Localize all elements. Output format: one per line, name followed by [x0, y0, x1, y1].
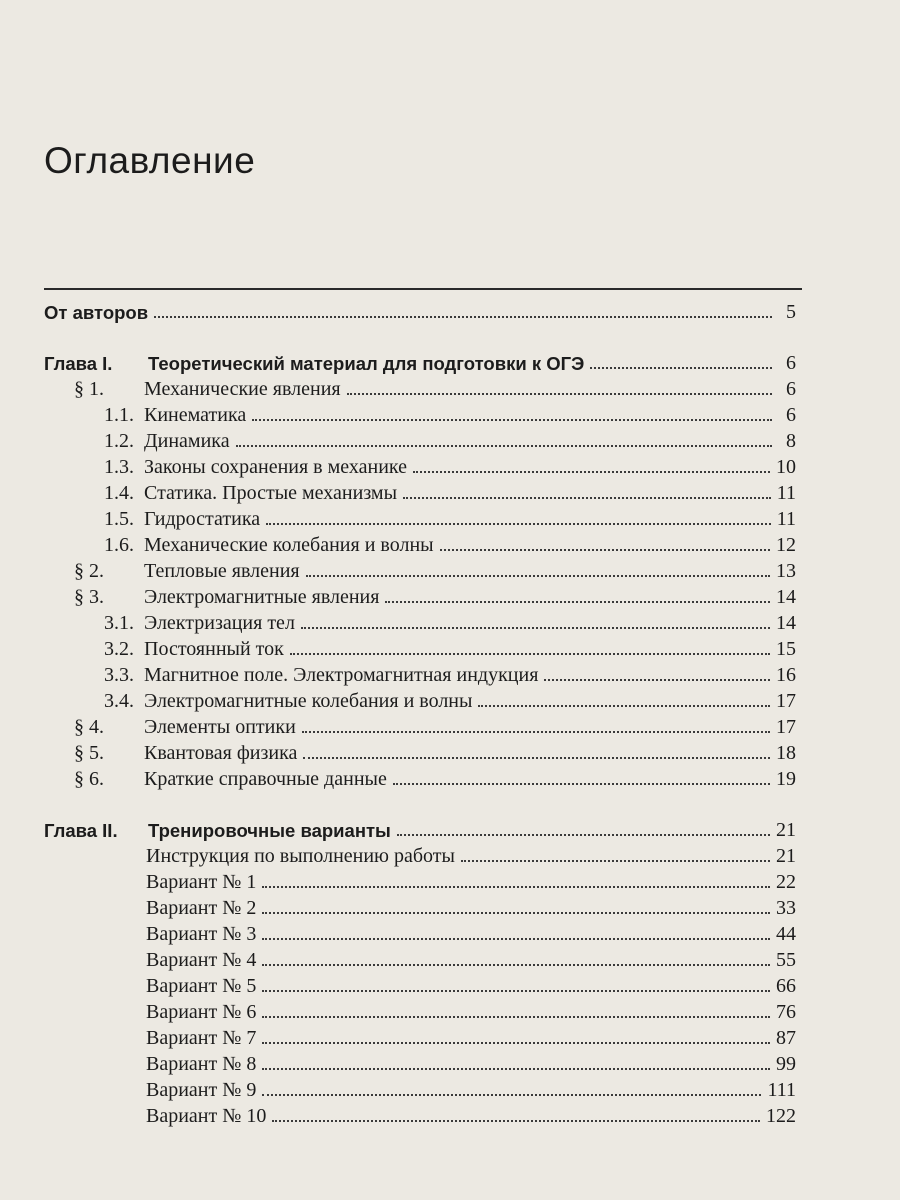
toc-entry-page: 11: [776, 508, 796, 530]
toc-entry-title: Законы сохранения в механике: [144, 456, 408, 478]
toc-entry: [44, 581, 796, 607]
toc-entry-page: 14: [776, 586, 796, 608]
toc-entry-page: 21: [776, 819, 796, 841]
toc-entry-title: Вариант № 6: [146, 1001, 257, 1023]
toc-entry-page: 122: [766, 1105, 796, 1127]
toc-entry: [44, 685, 796, 711]
toc-entry: [44, 607, 796, 633]
dot-leader: [154, 316, 772, 318]
toc-entry: [44, 1048, 796, 1074]
toc-entry: [44, 711, 796, 737]
dot-leader: [385, 601, 770, 603]
dot-leader: [347, 393, 772, 395]
toc-entry-title: Тренировочные варианты: [148, 819, 391, 841]
dot-leader: [262, 912, 770, 914]
toc-entry: [44, 555, 796, 581]
toc-entry-number: § 6.: [74, 768, 104, 790]
toc-entry-page: 33: [776, 897, 796, 919]
toc-entry-page: 16: [776, 664, 796, 686]
toc-entry-title: Вариант № 1: [146, 871, 257, 893]
dot-leader: [306, 575, 770, 577]
toc-entry-page: 17: [776, 690, 796, 712]
page-title: Оглавление: [44, 140, 256, 181]
toc-entry: [44, 659, 796, 685]
toc-entry-number: 3.1.: [104, 612, 134, 634]
toc-entry-number: § 3.: [74, 586, 104, 608]
toc-entry-page: 10: [776, 456, 796, 478]
toc-entry-number: 3.4.: [104, 690, 134, 712]
toc-entry-number: 1.4.: [104, 482, 134, 504]
toc-entry-title: Вариант № 5: [146, 975, 257, 997]
toc-entry-page: 13: [776, 560, 796, 582]
toc-entry: [44, 970, 796, 996]
dot-leader: [272, 1120, 760, 1122]
toc-entry-page: 99: [776, 1053, 796, 1075]
toc-entry: [44, 503, 796, 529]
dot-leader: [478, 705, 770, 707]
toc-entry-title: Вариант № 4: [146, 949, 257, 971]
toc-entry-title: Теоретический материал для подготовки к ОГЭ: [148, 352, 585, 374]
toc-entry: [44, 892, 796, 918]
dot-leader: [590, 367, 772, 369]
toc-entry-page: 19: [776, 768, 796, 790]
dot-leader: [266, 523, 771, 525]
toc-entry-page: 14: [776, 612, 796, 634]
toc-entry-title: Кинематика: [144, 404, 247, 426]
toc-entry: [44, 737, 796, 763]
toc-entry-page: 111: [767, 1079, 796, 1101]
dot-leader: [290, 653, 770, 655]
toc-entry-title: Краткие справочные данные: [144, 768, 387, 790]
dot-leader: [262, 1016, 770, 1018]
dot-leader: [303, 757, 770, 759]
dot-leader: [461, 860, 770, 862]
toc-entry-page: 76: [776, 1001, 796, 1023]
toc-entry-title: Вариант № 7: [146, 1027, 257, 1049]
toc-entry: [44, 1022, 796, 1048]
toc-entry-page: 6: [786, 404, 796, 426]
toc-entry-number: § 1.: [74, 378, 104, 400]
toc-entry-page: 11: [776, 482, 796, 504]
toc-entry-number: Глава II.: [44, 819, 118, 841]
toc-entry-title: Электромагнитные явления: [144, 586, 380, 608]
toc-entry-title: Вариант № 10: [146, 1105, 267, 1127]
toc-entry-page: 17: [776, 716, 796, 738]
toc-entry-title: Квантовая физика: [144, 742, 298, 764]
toc-entry-number: 1.1.: [104, 404, 134, 426]
toc-entry-title: Гидростатика: [144, 508, 261, 530]
dot-leader: [252, 419, 772, 421]
toc-entry-number: Глава I.: [44, 352, 113, 374]
toc-entry-title: Статика. Простые механизмы: [144, 482, 398, 504]
dot-leader: [262, 886, 770, 888]
toc-entry-title: Вариант № 2: [146, 897, 257, 919]
toc-entry: [44, 425, 796, 451]
toc-entry: [44, 373, 796, 399]
toc-entry-number: § 5.: [74, 742, 104, 764]
toc-entry-page: 55: [776, 949, 796, 971]
dot-leader: [262, 938, 770, 940]
toc-entry-number: 1.6.: [104, 534, 134, 556]
toc-entry-page: 8: [786, 430, 796, 452]
dot-leader: [413, 471, 770, 473]
toc-entry-page: 22: [776, 871, 796, 893]
toc-entry-title: Постоянный ток: [144, 638, 284, 660]
toc-entry-title: Элементы оптики: [144, 716, 296, 738]
toc-entry: [44, 529, 796, 555]
toc-entry-title: Вариант № 8: [146, 1053, 257, 1075]
dot-leader: [262, 1068, 770, 1070]
toc-entry-page: 15: [776, 638, 796, 660]
dot-leader: [262, 964, 770, 966]
toc-entry: [44, 477, 796, 503]
toc-entry: [44, 763, 796, 789]
dot-leader: [236, 445, 772, 447]
dot-leader: [302, 731, 770, 733]
toc-entry-title: Динамика: [144, 430, 230, 452]
dot-leader: [301, 627, 770, 629]
toc-entry-page: 6: [786, 352, 796, 374]
dot-leader: [262, 1042, 770, 1044]
toc-entry: [44, 814, 796, 840]
toc-entry-number: 3.3.: [104, 664, 134, 686]
toc-entry-title: Электромагнитные колебания и волны: [144, 690, 473, 712]
toc-entry-page: 5: [786, 301, 796, 323]
toc-entry-title: Вариант № 9: [146, 1079, 257, 1101]
toc-entry: [44, 1100, 796, 1126]
toc-entry-title: Тепловые явления: [144, 560, 300, 582]
toc-entry: [44, 944, 796, 970]
toc-entry-number: 3.2.: [104, 638, 134, 660]
toc-entry-title: Магнитное поле. Электромагнитная индукция: [144, 664, 539, 686]
toc-entry-page: 12: [776, 534, 796, 556]
toc-entry-number: 1.3.: [104, 456, 134, 478]
toc-entry-page: 44: [776, 923, 796, 945]
toc-entry-title: Вариант № 3: [146, 923, 257, 945]
toc-entry: [44, 840, 796, 866]
toc-entry-page: 66: [776, 975, 796, 997]
toc-entry: [44, 399, 796, 425]
dot-leader: [544, 679, 770, 681]
toc-entry: [44, 918, 796, 944]
toc-entry-title: Электризация тел: [144, 612, 295, 634]
toc-entry-number: 1.2.: [104, 430, 134, 452]
dot-leader: [262, 990, 770, 992]
toc-entry: [44, 296, 796, 322]
dot-leader: [397, 834, 770, 836]
toc-entry: [44, 633, 796, 659]
dot-leader: [440, 549, 770, 551]
toc-entry: [44, 451, 796, 477]
toc-entry-page: 21: [776, 845, 796, 867]
toc-entry-page: 6: [786, 378, 796, 400]
toc-entry-number: § 2.: [74, 560, 104, 582]
toc-entry-page: 87: [776, 1027, 796, 1049]
toc-entry-title: Механические колебания и волны: [144, 534, 434, 556]
toc-entry-page: 18: [776, 742, 796, 764]
dot-leader: [262, 1094, 761, 1096]
dot-leader: [403, 497, 771, 499]
toc-entry-number: 1.5.: [104, 508, 134, 530]
toc-entry: [44, 347, 796, 373]
toc-entry-title: Инструкция по выполнению работы: [146, 845, 455, 867]
top-rule: [44, 288, 802, 290]
toc-entry-title: Механические явления: [144, 378, 341, 400]
toc-entry: [44, 1074, 796, 1100]
toc-entry-number: § 4.: [74, 716, 104, 738]
dot-leader: [393, 783, 770, 785]
toc-entry-title: От авторов: [44, 301, 149, 323]
toc-entry: [44, 866, 796, 892]
toc-entry: [44, 996, 796, 1022]
